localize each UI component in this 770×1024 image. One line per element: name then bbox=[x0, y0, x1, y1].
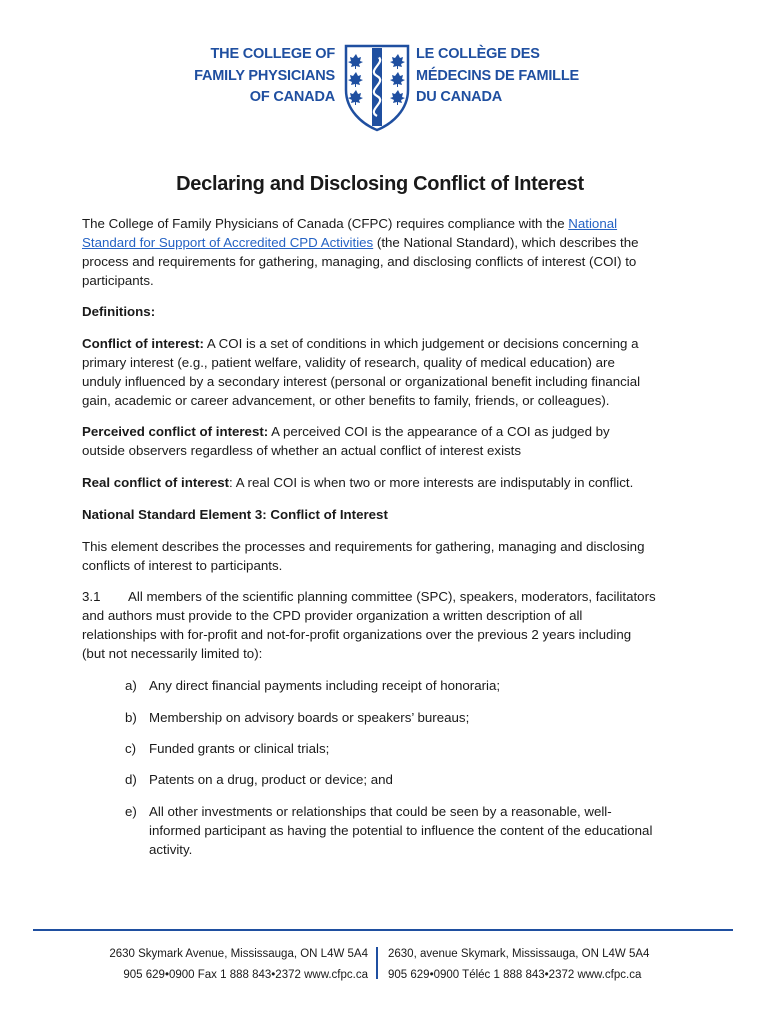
text-line: activity. bbox=[149, 842, 193, 857]
list-item bbox=[125, 739, 685, 758]
footer-line: 905 629•0900 Fax 1 888 843•2372 www.cfpc.ca bbox=[123, 969, 368, 981]
list-text: Membership on advisory boards or speakers’ bureaus; bbox=[149, 710, 470, 725]
section-number: 3.1 bbox=[82, 589, 101, 604]
text-line bbox=[82, 233, 682, 252]
document-title: Declaring and Disclosing Conflict of Interest bbox=[176, 173, 584, 195]
text-line bbox=[82, 422, 682, 441]
logo-line: DU CANADA bbox=[416, 89, 503, 105]
element-heading: National Standard Element 3: Conflict of Interest bbox=[82, 507, 388, 522]
footer-line: 2630 Skymark Avenue, Mississauga, ON L4W 5A4 bbox=[109, 948, 368, 960]
logo-line: THE COLLEGE OF bbox=[210, 46, 335, 62]
intro-paragraph bbox=[82, 214, 682, 290]
element-description bbox=[82, 537, 682, 575]
footer-separator bbox=[376, 947, 378, 979]
logo-text-english bbox=[194, 44, 335, 109]
text-line: (but not necessarily limited to): bbox=[82, 646, 263, 661]
list-item bbox=[125, 708, 685, 727]
text-line: relationships with for-profit and not-for-profit organizations over the previous 2 years including bbox=[82, 627, 632, 642]
text-line bbox=[82, 473, 682, 492]
text-line: gain, academic or career advancement, or other benefits to family, friends, or colleagues). bbox=[82, 393, 610, 408]
footer-divider bbox=[33, 929, 733, 931]
coi-definition bbox=[82, 334, 682, 410]
national-standard-link-cont[interactable]: Standard for Support of Accredited CPD Activities bbox=[82, 235, 374, 250]
text-line: conflicts of interest to participants. bbox=[82, 558, 283, 573]
term: Real conflict of interest bbox=[82, 475, 230, 490]
definitions-heading: Definitions: bbox=[82, 304, 156, 319]
text-line: informed participant as having the potential to influence the content of the educational bbox=[149, 823, 653, 838]
text: : A real COI is when two or more interests are indisputably in conflict. bbox=[229, 475, 634, 490]
logo-line: LE COLLÈGE DES bbox=[416, 46, 540, 62]
text-line: and authors must provide to the CPD provider organization a written description of all bbox=[82, 608, 583, 623]
text-line bbox=[82, 334, 682, 353]
footer-line: 2630, avenue Skymark, Mississauga, ON L4W 5A4 bbox=[388, 948, 650, 960]
list-text: Patents on a drug, product or device; and bbox=[149, 772, 393, 787]
perceived-coi-definition bbox=[82, 422, 682, 460]
text-line bbox=[82, 214, 682, 233]
text: All members of the scientific planning committee (SPC), speakers, moderators, facilitators bbox=[128, 589, 656, 604]
logo-line: MÉDECINS DE FAMILLE bbox=[416, 67, 579, 84]
real-coi-definition bbox=[82, 473, 682, 492]
text-line: process and requirements for gathering, managing, and disclosing conflicts of interest (COI) to bbox=[82, 254, 637, 269]
logo-line: FAMILY PHYSICIANS bbox=[194, 67, 335, 84]
text-line: unduly influenced by a secondary interest (personal or organizational benefit including financial bbox=[82, 374, 641, 389]
text-line: outside observers regardless of whether an actual conflict of interest exists bbox=[82, 443, 522, 458]
term: Perceived conflict of interest: bbox=[82, 424, 269, 439]
list-marker: c) bbox=[125, 741, 137, 756]
list-item bbox=[125, 802, 685, 857]
text-line bbox=[82, 587, 682, 606]
logo-line: OF CANADA bbox=[249, 89, 335, 105]
logo-text-french bbox=[416, 44, 579, 109]
footer-line: 905 629•0900 Téléc 1 888 843•2372 www.cfpc.ca bbox=[388, 969, 642, 981]
footer-address-french bbox=[388, 944, 649, 986]
list-item bbox=[125, 676, 685, 695]
footer-address-english bbox=[109, 944, 368, 986]
section-3-1 bbox=[82, 587, 682, 663]
text-line: This element describes the processes and requirements for gathering, managing and disclosing bbox=[82, 539, 645, 554]
list-marker: a) bbox=[125, 678, 137, 693]
list-text bbox=[149, 802, 677, 859]
text-line: participants. bbox=[82, 273, 154, 288]
text: A perceived COI is the appearance of a COI as judged by bbox=[268, 424, 610, 439]
text: A COI is a set of conditions in which judgement or decisions concerning a bbox=[203, 336, 639, 351]
list-text: Any direct financial payments including receipt of honoraria; bbox=[149, 678, 501, 693]
text-line: All other investments or relationships that could be seen by a reasonable, well- bbox=[149, 804, 612, 819]
text: (the National Standard), which describes the bbox=[373, 235, 639, 250]
term: Conflict of interest: bbox=[82, 336, 204, 351]
text-line: primary interest (e.g., patient welfare, validity of research, quality of medical education) are bbox=[82, 355, 615, 370]
text: The College of Family Physicians of Canada (CFPC) requires compliance with the bbox=[82, 216, 569, 231]
list-item bbox=[125, 770, 685, 789]
list-text: Funded grants or clinical trials; bbox=[149, 741, 330, 756]
list-marker: d) bbox=[125, 772, 137, 787]
national-standard-link[interactable]: National bbox=[568, 216, 618, 231]
list-marker: e) bbox=[125, 804, 137, 819]
shield-caduceus-maple-icon bbox=[342, 42, 412, 132]
list-marker: b) bbox=[125, 710, 137, 725]
